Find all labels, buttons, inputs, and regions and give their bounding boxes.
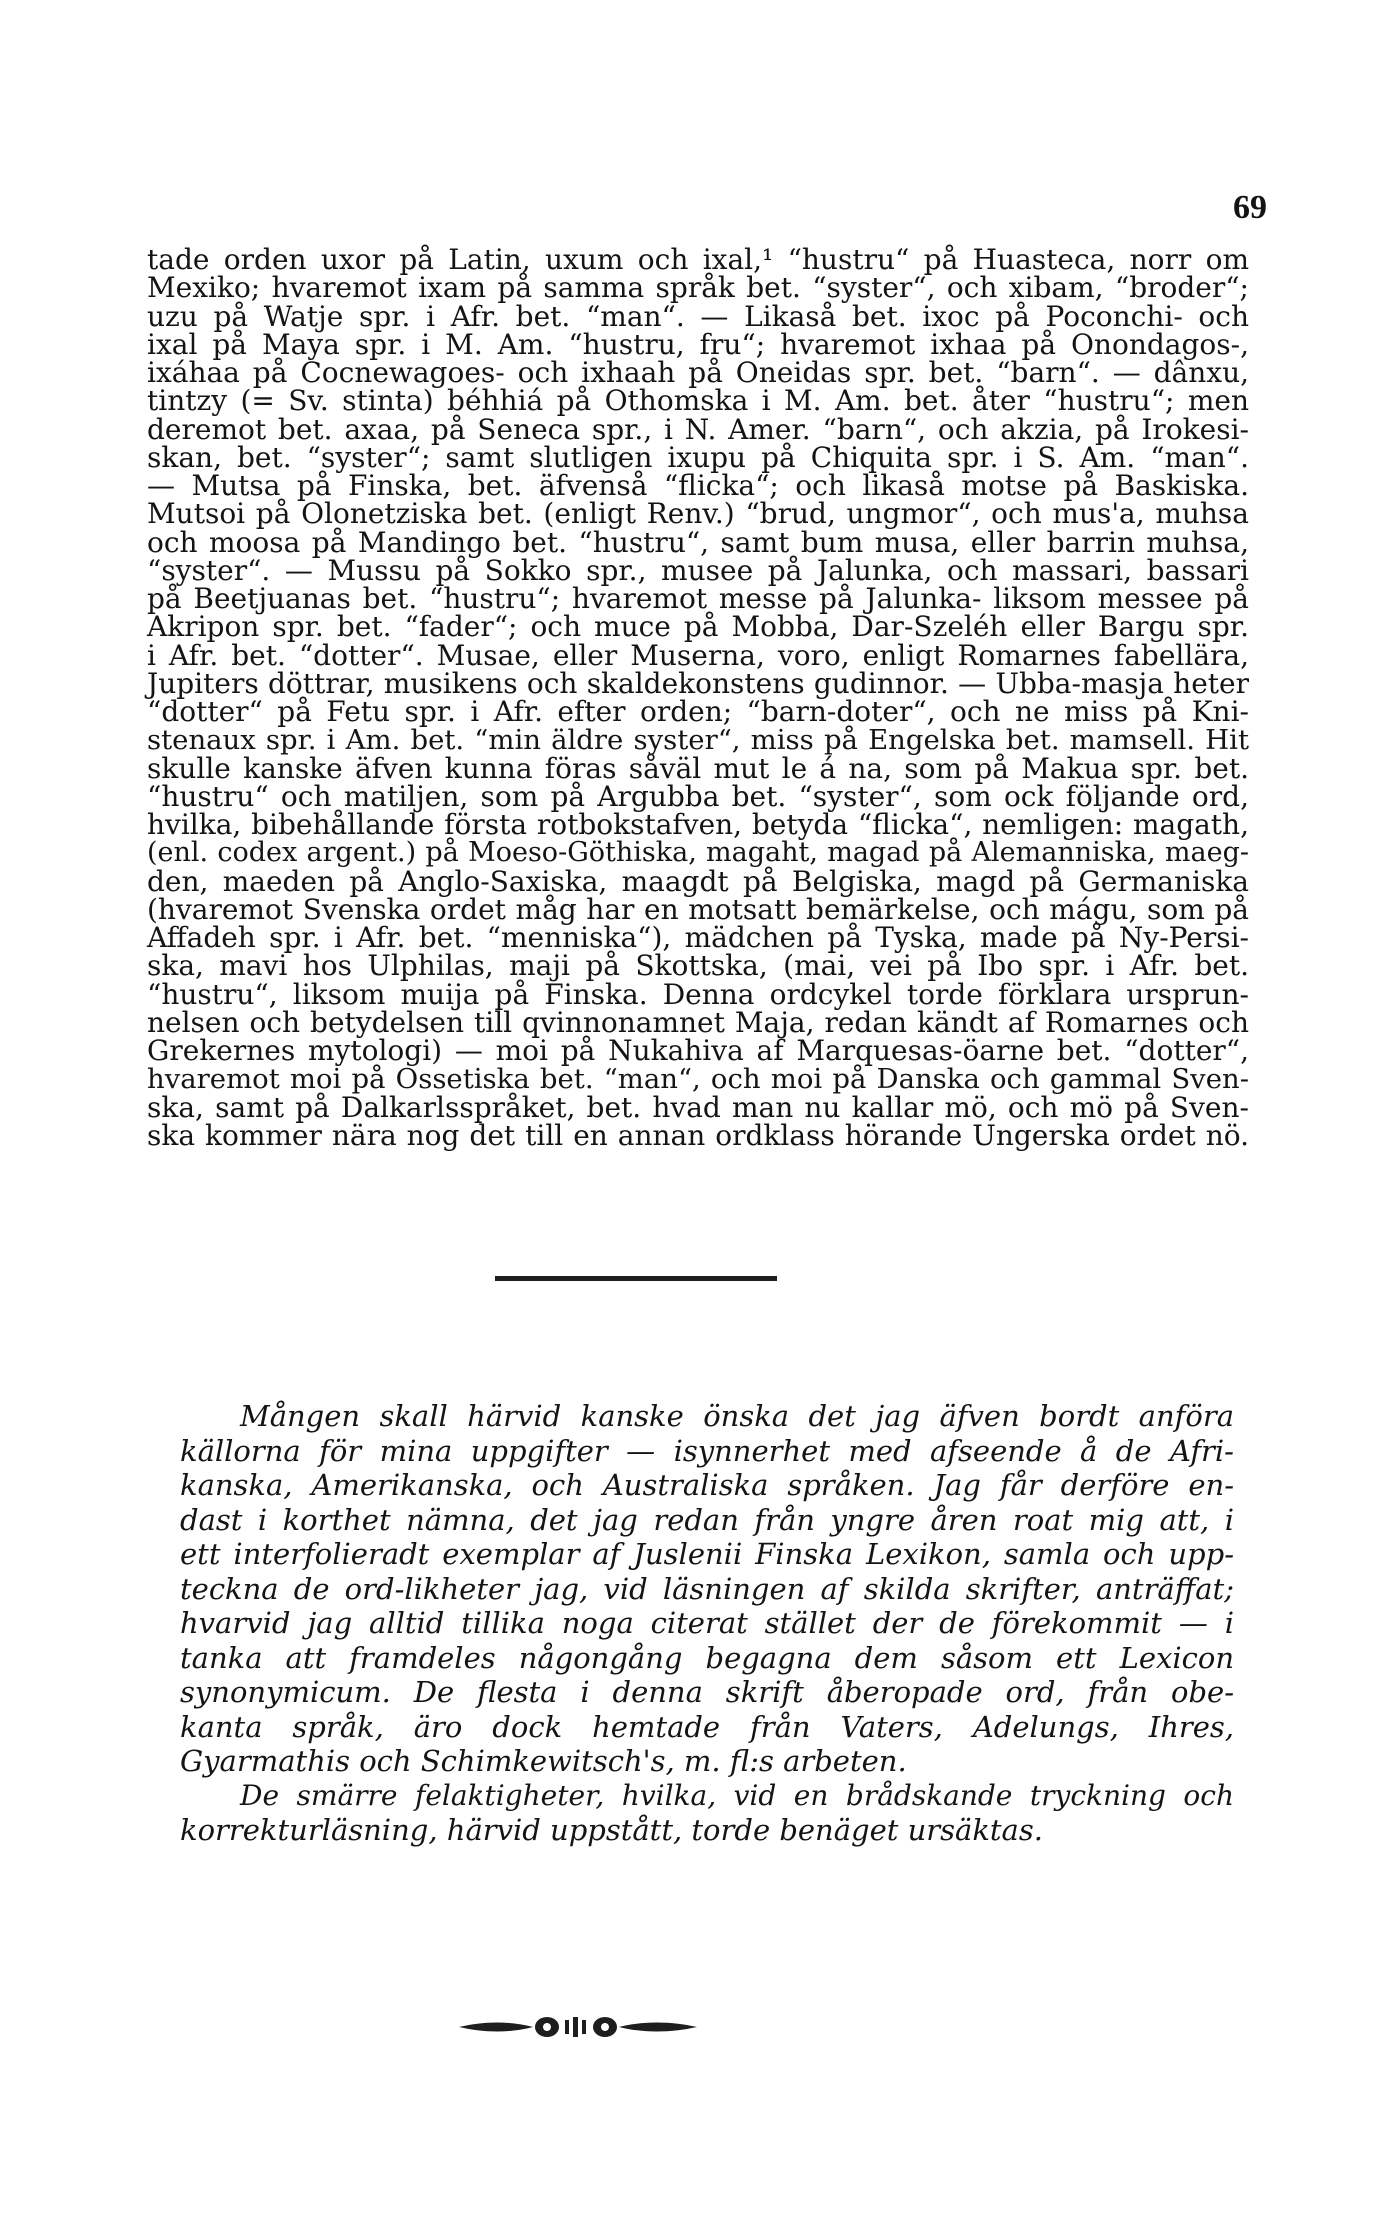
main-text-line: och moosa på Mandingo bet. “hustru“, samt bum musa, eller barrin muhsa, — [147, 525, 1249, 559]
main-text-line: “dotter“ på Fetu spr. i Afr. efter orden; “barn-doter“, och ne miss på Kni- — [147, 695, 1249, 728]
main-text-line: ska, samt på Dalkarlsspråket, bet. hvad man nu kallar mö, och mö på Sven- — [147, 1090, 1249, 1124]
note-text-line: De smärre felaktigheter, hvilka, vid en brådskande tryckning och — [240, 1778, 1234, 1812]
main-text-line: deremot bet. axaa, på Seneca spr., i N. Amer. “barn“, och akzia, på Irokesi- — [147, 412, 1249, 446]
note-text-line: kanta språk, äro dock hemtade från Vaters, Adelungs, Ihres, — [180, 1709, 1234, 1744]
main-text-line: ixáhaa på Cocnewagoes- och ixhaah på Oneidas spr. bet. “barn“. — dânxu, — [147, 356, 1249, 389]
printers-ornament-icon — [455, 2012, 701, 2042]
main-text-line: nelsen och betydelsen till qvinnonamnet Maja, redan kändt af Romarnes och — [147, 1005, 1249, 1039]
main-text-line: hvaremot moi på Ossetiska bet. “man“, och moi på Danska och gammal Sven- — [147, 1063, 1249, 1096]
main-text-line: Jupiters döttrar, musikens och skaldekonstens gudinnor. — Ubba-masja heter — [147, 666, 1249, 700]
main-text-block — [147, 243, 1249, 1152]
main-text-line: i Afr. bet. “dotter“. Musae, eller Muserna, voro, enligt Romarnes fabellära, — [147, 638, 1249, 672]
main-text-line: den, maeden på Anglo-Saxiska, maagdt på Belgiska, magd på Germaniska — [147, 864, 1249, 898]
main-text-line: Grekernes mytologi) — moi på Nukahiva af Marquesas-öarne bet. “dotter“, — [147, 1034, 1249, 1067]
main-text-line: på Beetjuanas bet. “hustru“; hvaremot messe på Jalunka- liksom messee på — [147, 582, 1249, 615]
main-text-line: Mutsoi på Olonetziska bet. (enligt Renv.) “brud, ungmor“, och mus'a, muhsa — [147, 497, 1249, 531]
main-text-line: ska kommer nära nog det till en annan ordklass hörande Ungerska ordet nö. — [147, 1118, 1249, 1152]
main-text-line: Akripon spr. bet. “fader“; och muce på Mobba, Dar-Szeléh eller Bargu spr. — [147, 610, 1249, 644]
main-text-line: “hustru“ och matiljen, som på Argubba bet. “syster“, som ock följande ord, — [147, 779, 1249, 813]
note-text-block — [180, 1399, 1234, 1848]
note-text-line: kanska, Amerikanska, och Australiska språken. Jag får derföre en- — [180, 1468, 1234, 1502]
note-text-line: hvarvid jag alltid tillika noga citerat stället der de förekommit — i — [180, 1606, 1234, 1640]
main-text-line: skan, bet. “syster“; samt slutligen ixupu på Chiquita spr. i S. Am. “man“. — [147, 440, 1249, 474]
main-text-line: hvilka, bibehållande första rotbokstafven, betyda “flicka“, nemligen: magath, — [147, 808, 1249, 841]
main-text-line: Mexiko; hvaremot ixam på samma språk bet. “syster“, och xibam, “broder“; — [147, 271, 1249, 305]
main-text-line: ixal på Maya spr. i M. Am. “hustru, fru“; hvaremot ixhaa på Onondagos-, — [147, 327, 1249, 361]
note-text-line: korrekturläsning, härvid uppstått, torde benäget ursäktas. — [180, 1813, 1043, 1847]
main-text-line: uzu på Watje spr. i Afr. bet. “man“. — Likaså bet. ixoc på Poconchi- och — [147, 299, 1249, 333]
main-text-line: “hustru“, liksom muija på Finska. Denna ordcykel torde förklara ursprun- — [147, 977, 1249, 1011]
note-text-line: tanka att framdeles någongång begagna dem såsom ett Lexicon — [180, 1640, 1234, 1675]
note-text-line: teckna de ord-likheter jag, vid läsningen af skilda skrifter, anträffat; — [180, 1571, 1234, 1606]
note-text-line: synonymicum. De flesta i denna skrift åberopade ord, från obe- — [180, 1675, 1234, 1709]
note-text-line: Gyarmathis och Schimkewitsch's, m. fl:s arbeten. — [180, 1744, 907, 1778]
main-text-line: (hvaremot Svenska ordet måg har en motsatt bemärkelse, och mágu, som på — [147, 892, 1249, 926]
main-text-line: (enl. codex argent.) på Moeso-Göthiska, magaht, magad på Alemanniska, maeg- — [147, 837, 1249, 869]
section-divider — [495, 1276, 777, 1281]
main-text-line: tade orden uxor på Latin, uxum och ixal,¹ “hustru“ på Huasteca, norr om — [147, 243, 1249, 276]
note-text-line: dast i korthet nämna, det jag redan från yngre åren roat mig att, i — [180, 1502, 1234, 1537]
note-text-line: ett interfolieradt exemplar af Juslenii Finska Lexikon, samla och upp- — [180, 1537, 1234, 1571]
main-text-line: — Mutsa på Finska, bet. äfvenså “flicka“; och likaså motse på Baskiska. — [147, 469, 1249, 502]
main-text-line: ska, mavi hos Ulphilas, maji på Skottska, (mai, vei på Ibo spr. i Afr. bet. — [147, 949, 1249, 983]
note-text-line: Mången skall härvid kanske önska det jag äfven bordt anföra — [240, 1399, 1234, 1433]
main-text-line: skulle kanske äfven kunna föras såväl mut le á na, som på Makua spr. bet. — [147, 751, 1249, 785]
main-text-line: stenaux spr. i Am. bet. “min äldre syster“, miss på Engelska bet. mamsell. Hit — [147, 724, 1249, 757]
main-text-line: Affadeh spr. i Afr. bet. “menniska“), mädchen på Tyska, made på Ny-Persi- — [147, 921, 1249, 954]
page-number: 69 — [1233, 189, 1267, 226]
note-text-line: källorna för mina uppgifter — isynnerhet med afseende å de Afri- — [180, 1433, 1234, 1468]
main-text-line: “syster“. — Mussu på Sokko spr., musee på Jalunka, och massari, bassari — [147, 553, 1249, 587]
main-text-line: tintzy (= Sv. stinta) béhhiá på Othomska i M. Am. bet. åter “hustru“; men — [147, 384, 1249, 418]
